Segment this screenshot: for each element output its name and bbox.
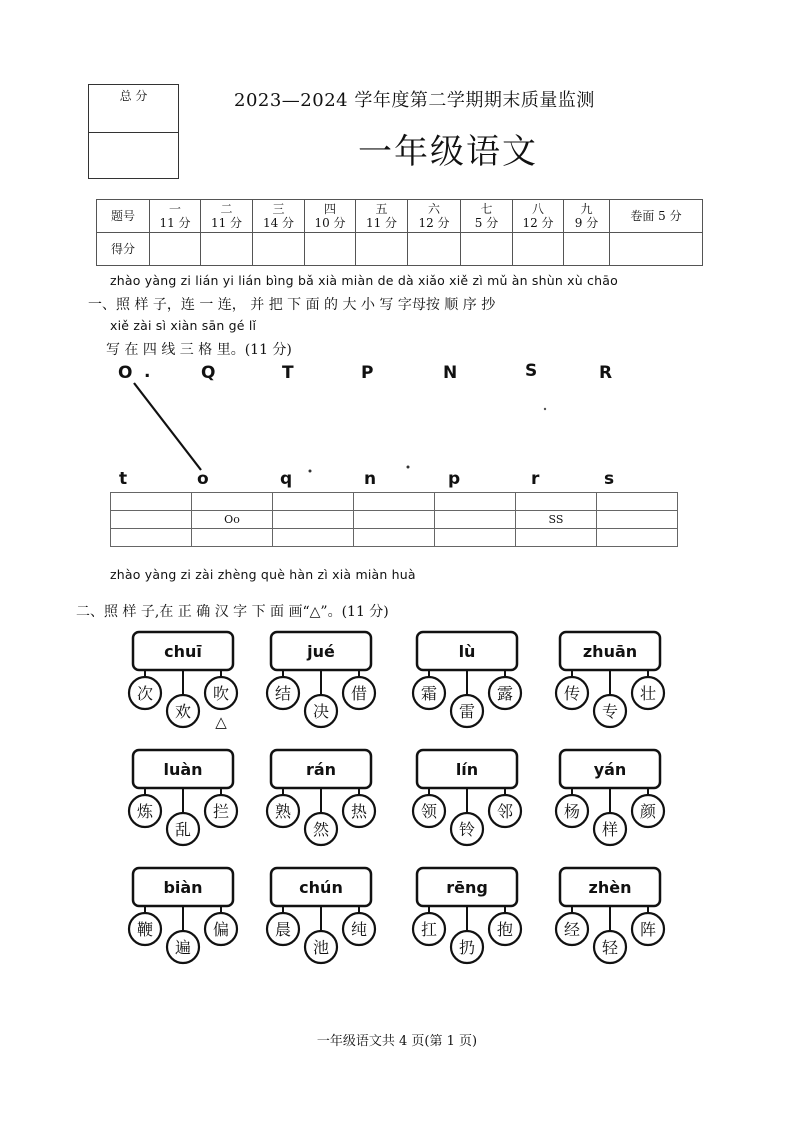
- q2-pinyin-line: zhào yàng zi zài zhèng què hàn zì xià miàn huà: [110, 567, 416, 582]
- question-number-label: 题号: [97, 200, 150, 233]
- total-score-label: 总 分: [119, 89, 148, 103]
- character-option[interactable]: 拦: [212, 802, 230, 821]
- character-option[interactable]: 专: [601, 702, 619, 721]
- pinyin-label: jué: [307, 642, 335, 661]
- lower-letter-r[interactable]: r: [531, 469, 540, 489]
- score-col-9: 九 9 分: [564, 200, 610, 233]
- pinyin-label: chún: [299, 878, 343, 897]
- pinyin-group-lín: [413, 750, 521, 845]
- upper-letter-O[interactable]: O: [118, 363, 133, 383]
- character-option[interactable]: 霜: [420, 684, 438, 703]
- character-option[interactable]: 热: [350, 802, 368, 821]
- neatness-col: 卷面 5 分: [610, 200, 703, 233]
- character-option[interactable]: 炼: [136, 802, 154, 821]
- score-col-7: 七 5 分: [461, 200, 513, 233]
- character-option[interactable]: 样: [601, 820, 619, 839]
- pinyin-group-biàn: [129, 868, 237, 963]
- character-option[interactable]: 熟: [274, 802, 292, 821]
- lower-letter-s[interactable]: s: [604, 469, 615, 489]
- exam-title: 2023—2024 学年度第二学期期末质量监测: [234, 90, 595, 111]
- score-col-4: 四 10 分: [305, 200, 356, 233]
- character-option[interactable]: 晨: [274, 920, 292, 939]
- score-col-6: 六 12 分: [408, 200, 461, 233]
- pinyin-label: chuī: [164, 642, 202, 661]
- character-option[interactable]: 壮: [639, 684, 657, 703]
- pinyin-label: zhuān: [582, 642, 638, 661]
- character-option[interactable]: 决: [312, 702, 330, 721]
- pinyin-group-lù: [413, 632, 521, 727]
- pinyin-group-chún: [267, 868, 375, 963]
- pinyin-label: rán: [305, 760, 337, 779]
- q2-instruction-line: 二、照 样 子,在 正 确 汉 字 下 面 画“△”。(11 分): [76, 604, 389, 620]
- pinyin-label: lù: [458, 642, 476, 661]
- character-option[interactable]: 次: [136, 684, 154, 703]
- lower-letter-o[interactable]: o: [197, 469, 209, 489]
- q1-instruction-line-1: 一、照 样 子，连 一 连， 并 把 下 面 的 大 小 写 字母按 顺 序 抄: [88, 297, 496, 313]
- character-option[interactable]: 偏: [212, 920, 230, 939]
- pinyin-label: zhèn: [588, 878, 632, 897]
- lower-letter-p[interactable]: p: [448, 469, 461, 489]
- triangle-mark-icon: △: [215, 713, 227, 731]
- score-col-1: 一 11 分: [150, 200, 201, 233]
- pinyin-group-luàn: [129, 750, 237, 845]
- pinyin-group-rēng: [413, 868, 521, 963]
- character-option[interactable]: 然: [312, 820, 330, 839]
- character-option[interactable]: 吹: [212, 684, 230, 703]
- score-row-label: 得分: [97, 233, 150, 266]
- upper-letter-P[interactable]: P: [361, 363, 374, 383]
- score-col-2: 二 11 分: [201, 200, 253, 233]
- upper-letter-Q[interactable]: Q: [201, 363, 216, 383]
- character-option[interactable]: 遍: [174, 938, 192, 957]
- character-option[interactable]: 雷: [458, 702, 476, 721]
- character-option[interactable]: 纯: [350, 920, 368, 939]
- page-footer: 一年级语文共 4 页(第 1 页): [316, 1034, 478, 1049]
- character-option[interactable]: 鞭: [136, 920, 154, 939]
- character-option[interactable]: 池: [312, 938, 330, 957]
- pinyin-label: luàn: [163, 760, 203, 779]
- pinyin-label: biàn: [163, 878, 203, 897]
- upper-letter-R[interactable]: R: [599, 363, 613, 383]
- character-option[interactable]: 颜: [639, 802, 657, 821]
- lower-letter-q[interactable]: q: [280, 469, 293, 489]
- character-option[interactable]: 欢: [174, 702, 192, 721]
- q1-pinyin-line-1: zhào yàng zi lián yi lián bìng bǎ xià miàn de dà xiǎo xiě zì mǔ àn shùn xù chāo: [110, 273, 618, 288]
- example-dot: .: [144, 362, 151, 382]
- character-option[interactable]: 结: [274, 684, 292, 703]
- pinyin-label: rēng: [446, 878, 488, 897]
- pinyin-group-chuī: [129, 632, 237, 731]
- q1-pinyin-line-2: xiě zài sì xiàn sān gé lǐ: [110, 318, 257, 333]
- subject-title: 一年级语文: [358, 132, 538, 172]
- character-option[interactable]: 露: [496, 684, 514, 703]
- character-option[interactable]: 乱: [174, 820, 192, 839]
- pinyin-group-zhuān: [556, 632, 664, 727]
- pinyin-label: yán: [593, 760, 627, 779]
- upper-letter-S[interactable]: S: [525, 361, 538, 381]
- character-option[interactable]: 扛: [420, 920, 438, 939]
- character-option[interactable]: 抱: [496, 920, 514, 939]
- character-option[interactable]: 杨: [563, 802, 581, 821]
- upper-letter-T[interactable]: T: [282, 363, 294, 383]
- character-option[interactable]: 领: [420, 802, 438, 821]
- pinyin-group-zhèn: [556, 868, 664, 963]
- writing-cell-example: Oo: [192, 511, 273, 529]
- character-option[interactable]: 借: [350, 684, 368, 703]
- pinyin-group-rán: [267, 750, 375, 845]
- pinyin-group-yán: [556, 750, 664, 845]
- character-option[interactable]: 轻: [601, 938, 619, 957]
- upper-letter-N[interactable]: N: [443, 363, 458, 383]
- character-option[interactable]: 阵: [639, 920, 657, 939]
- character-option[interactable]: 经: [563, 920, 581, 939]
- lower-letter-n[interactable]: n: [364, 469, 377, 489]
- score-col-5: 五 11 分: [356, 200, 408, 233]
- character-option[interactable]: 传: [563, 684, 581, 703]
- pinyin-group-jué: [267, 632, 375, 727]
- score-col-3: 三 14 分: [253, 200, 305, 233]
- writing-cell-example: SS: [516, 511, 597, 529]
- lower-letter-t[interactable]: t: [119, 469, 128, 489]
- character-option[interactable]: 扔: [458, 938, 476, 957]
- score-col-8: 八 12 分: [513, 200, 564, 233]
- character-option[interactable]: 铃: [458, 820, 476, 839]
- character-option[interactable]: 邻: [496, 802, 514, 821]
- pinyin-label: lín: [455, 760, 479, 779]
- q1-instruction-line-2: 写 在 四 线 三 格 里。(11 分): [106, 342, 292, 358]
